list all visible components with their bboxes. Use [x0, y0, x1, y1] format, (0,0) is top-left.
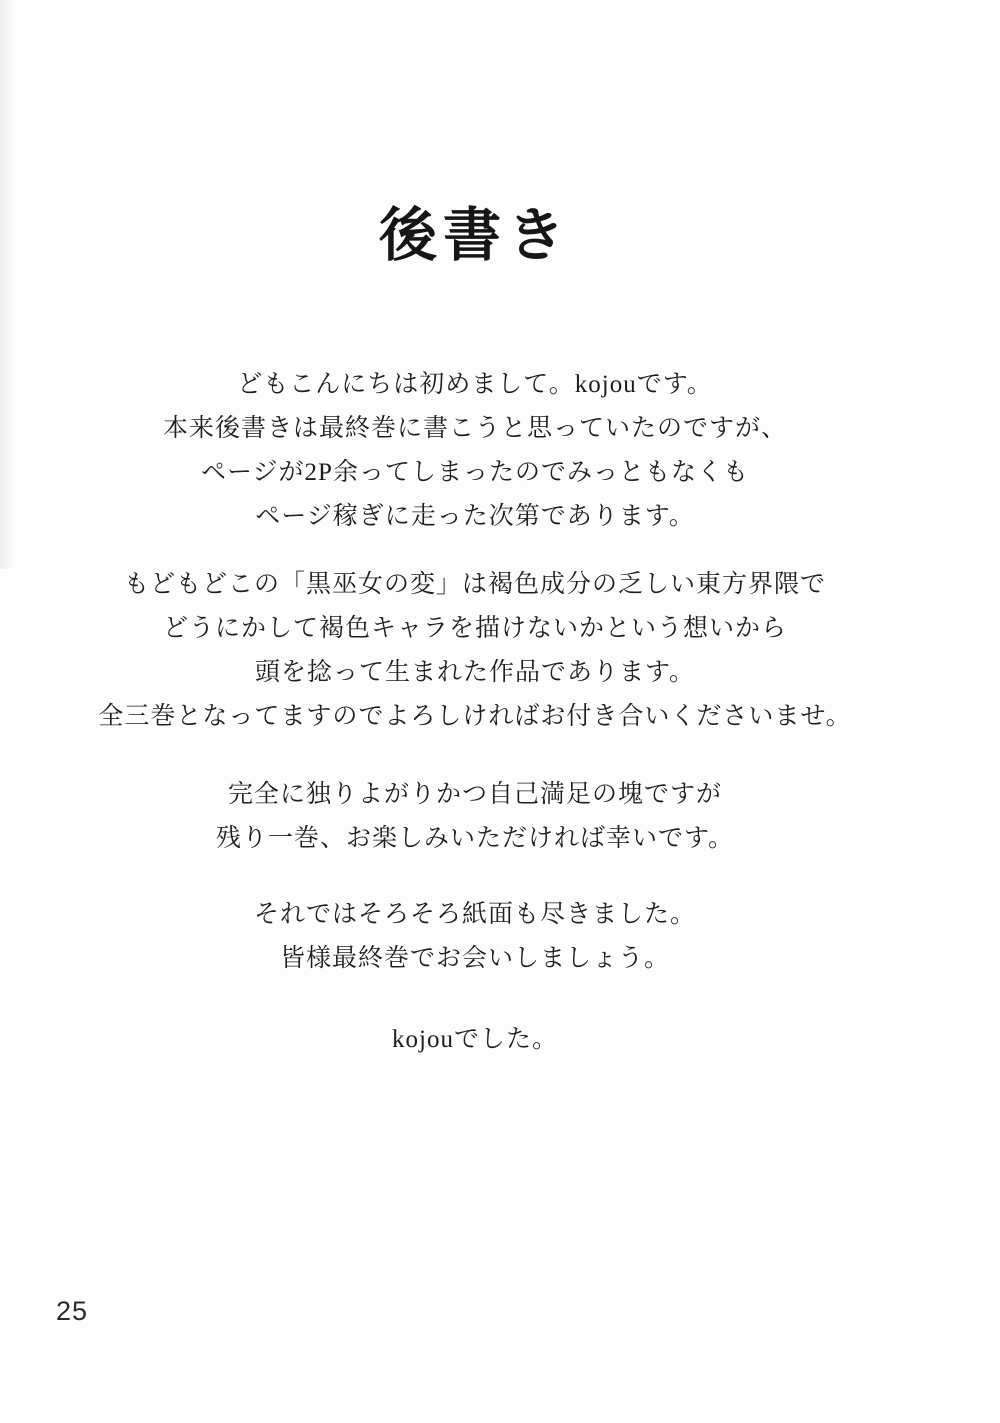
text-line: 残り一巻、お楽しみいただければ幸いです。: [215, 825, 734, 852]
text-line: 全三巻となってますのでよろしければお付き合いくださいませ。: [98, 703, 852, 730]
text-line: もどもどこの「黒巫女の変」は褐色成分の乏しい東方界隈で: [123, 571, 826, 598]
text-line: 本来後書きは最終巻に書こうと思っていたのですが、: [162, 415, 787, 442]
text-line: ページ稼ぎに走った次第であります。: [255, 503, 695, 530]
author-signature: [0, 1018, 950, 1062]
paragraph-closing: [0, 893, 950, 981]
text-line: それではそろそろ紙面も尽きました。: [253, 901, 696, 928]
text-line: どうにかして褐色キャラを描けないかという想いから: [162, 615, 787, 642]
paragraph-thanks: [0, 773, 950, 861]
text-line: kojouでした。: [392, 1026, 558, 1053]
text-line: 頭を捻って生まれた作品であります。: [254, 659, 695, 686]
text-line: ページが2P余ってしまったのでみっともなくも: [201, 459, 749, 486]
text-line: どもこんにちは初めまして。kojouです。: [237, 371, 713, 398]
text-line: 皆様最終巻でお会いしましょう。: [279, 945, 670, 972]
page-number: 25: [56, 1296, 89, 1326]
text-line: 完全に独りよがりかつ自己満足の塊ですが: [227, 781, 722, 808]
page-title: 後書き: [378, 203, 571, 268]
paragraph-intro: [0, 363, 950, 539]
paragraph-origin: [0, 563, 950, 739]
